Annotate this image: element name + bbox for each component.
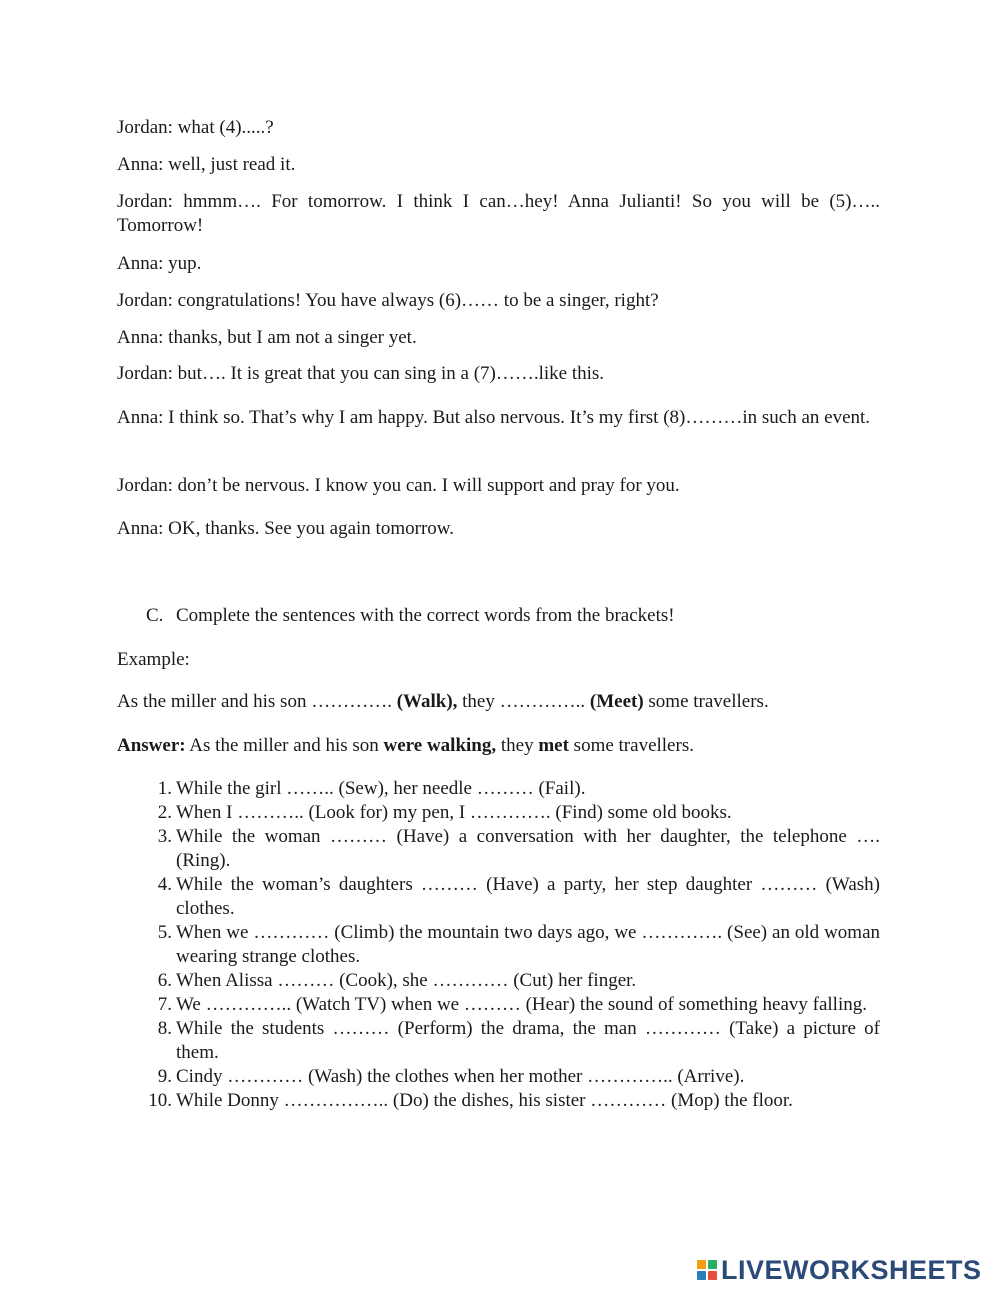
answer-verb: met <box>538 735 569 756</box>
dialogue-line: Anna: well, just read it. <box>117 154 296 175</box>
exercise-item <box>140 969 880 993</box>
exercise-number: 4. <box>157 874 172 895</box>
exercise-text: While the woman ……… (Have) a conversation with her daughter, the telephone …. (Ring). <box>176 826 880 871</box>
exercise-number: 7. <box>157 994 172 1015</box>
liveworksheets-logo <box>697 1255 982 1285</box>
exercise-text: We ………….. (Watch TV) when we ……… (Hear) the sound of something heavy falling. <box>176 994 867 1015</box>
exercise-item <box>140 921 880 969</box>
dialogue-line: Anna: thanks, but I am not a singer yet. <box>117 327 417 348</box>
exercise-item <box>140 1065 880 1089</box>
logo-block <box>708 1260 717 1269</box>
exercise-item <box>140 777 880 801</box>
dialogue-line: Jordan: what (4).....? <box>117 117 274 138</box>
exercise-item <box>140 1089 880 1113</box>
exercise-text: While Donny …………….. (Do) the dishes, his sister ………… (Mop) the floor. <box>176 1090 793 1111</box>
logo-block <box>697 1271 706 1280</box>
exercise-number: 10. <box>148 1090 172 1111</box>
dialogue-line: Jordan: hmmm…. For tomorrow. I think I can…hey! Anna Julianti! So you will be (5)….. Tomorrow! <box>117 191 880 236</box>
answer-sentence <box>117 734 880 758</box>
example-text: some travellers. <box>643 691 769 712</box>
answer-label: Answer: <box>117 735 186 756</box>
exercise-item <box>140 873 880 921</box>
exercise-number: 6. <box>157 970 172 991</box>
exercise-text: While the girl …….. (Sew), her needle ……… (Fail). <box>176 778 586 799</box>
exercise-number: 3. <box>157 826 172 847</box>
exercise-item <box>140 801 880 825</box>
example-verb: (Walk), <box>396 691 458 712</box>
example-verb: (Meet) <box>589 691 644 712</box>
answer-verb: were walking, <box>383 735 497 756</box>
section-instruction: Complete the sentences with the correct words from the brackets! <box>176 605 675 626</box>
exercise-item <box>140 825 880 873</box>
exercise-text: While the students ……… (Perform) the drama, the man ………… (Take) a picture of them. <box>176 1018 880 1063</box>
dialogue-line: Anna: yup. <box>117 253 202 274</box>
exercise-number: 2. <box>157 802 172 823</box>
dialogue-line: Jordan: but…. It is great that you can sing in a (7)…….like this. <box>117 363 605 384</box>
dialogue-line: Jordan: congratulations! You have always (6)…… to be a singer, right? <box>117 290 659 311</box>
example-text: As the miller and his son …………. <box>117 691 397 712</box>
exercise-text: While the woman’s daughters ……… (Have) a party, her step daughter ……… (Wash) clothes. <box>176 874 880 919</box>
answer-text: As the miller and his son <box>185 735 384 756</box>
exercise-item <box>140 993 880 1017</box>
logo-block <box>708 1271 717 1280</box>
example-label: Example: <box>117 649 190 670</box>
example-sentence <box>117 690 880 714</box>
dialogue-line: Jordan: don’t be nervous. I know you can. I will support and pray for you. <box>117 475 680 496</box>
logo-blocks-icon <box>697 1260 717 1280</box>
exercise-number: 8. <box>157 1018 172 1039</box>
exercise-text: When Alissa ……… (Cook), she ………… (Cut) her finger. <box>176 970 637 991</box>
answer-text: some travellers. <box>568 735 694 756</box>
exercise-text: Cindy ………… (Wash) the clothes when her mother ………….. (Arrive). <box>176 1066 745 1087</box>
answer-text: they <box>496 735 539 756</box>
exercise-item <box>140 1017 880 1065</box>
logo-block <box>697 1260 706 1269</box>
dialogue-line: Anna: I think so. That’s why I am happy. But also nervous. It’s my first (8)………in such an event. <box>117 407 871 428</box>
dialogue-line: Anna: OK, thanks. See you again tomorrow. <box>117 518 455 539</box>
exercise-list <box>140 777 880 1113</box>
example-text: they ………….. <box>457 691 590 712</box>
exercise-text: When I ……….. (Look for) my pen, I …………. (Find) some old books. <box>176 802 732 823</box>
section-letter: C. <box>146 605 164 626</box>
exercise-text: When we ………… (Climb) the mountain two days ago, we …………. (See) an old woman wearing strange clothes. <box>176 922 880 967</box>
exercise-number: 1. <box>157 778 172 799</box>
logo-text: LIVEWORKSHEETS <box>721 1254 982 1285</box>
exercise-number: 9. <box>157 1066 172 1087</box>
exercise-number: 5. <box>157 922 172 943</box>
